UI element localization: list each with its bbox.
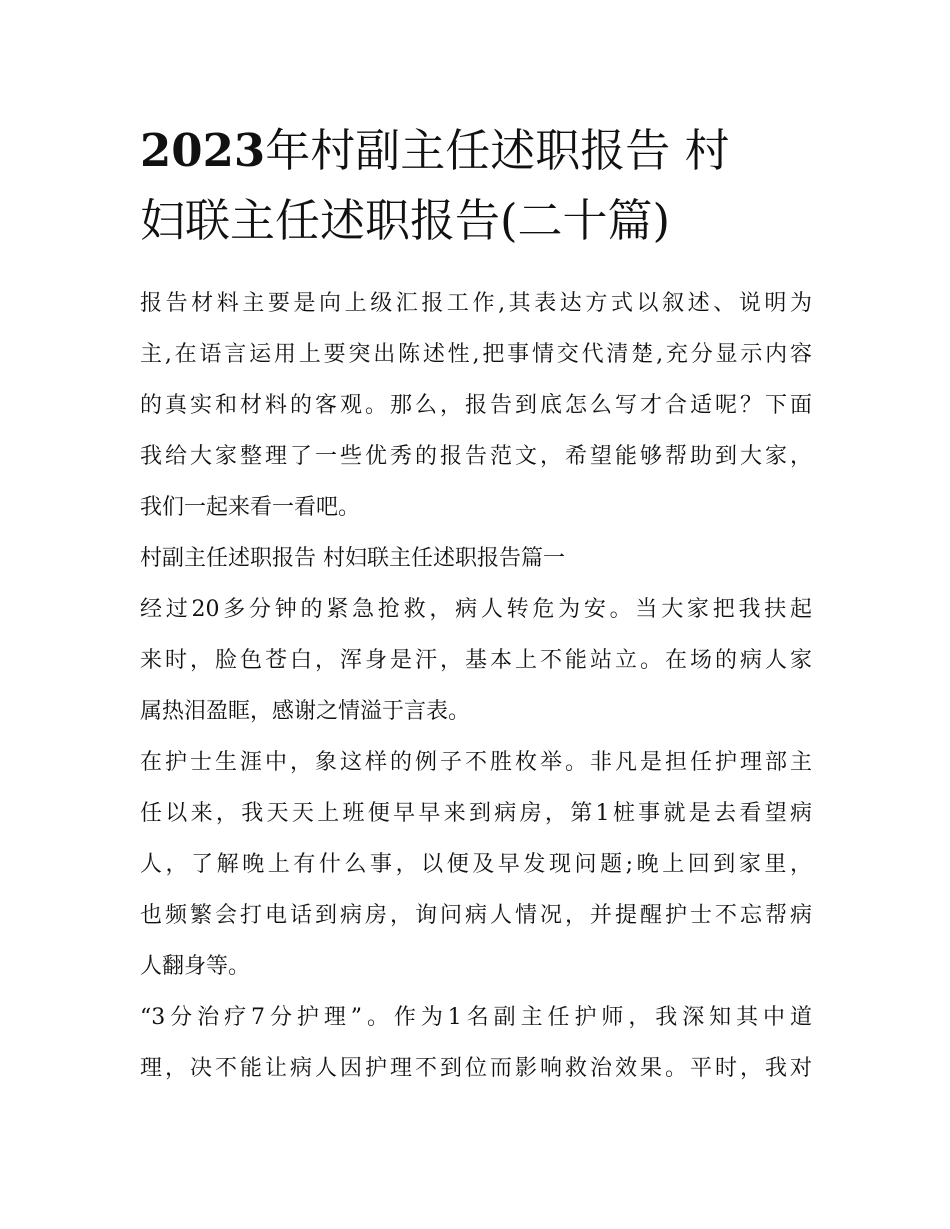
document-title [140,116,812,256]
text-line: 主,在语言运用上要突出陈述性,把事情交代清楚,充分显示内容 [140,342,812,367]
text-line: 报告材料主要是向上级汇报工作,其表达方式以叙述、说明为 [140,291,812,316]
text-line: 村副主任述职报告 村妇联主任述职报告篇一 [140,546,565,571]
text-line: 经过20多分钟的紧急抢救，病人转危为安。当大家把我扶起 [140,597,812,622]
text-line: 的真实和材料的客观。那么，报告到底怎么写才合适呢？下面 [140,393,812,418]
title-year: 2023 [140,124,266,177]
document-body [140,278,812,1094]
text-line: “3分治疗7分护理”。作为1名副主任护师，我深知其中道 [140,1005,812,1030]
text-line: 也频繁会打电话到病房，询问病人情况，并提醒护士不忘帮病 [140,903,812,928]
text-line: 理，决不能让病人因护理不到位而影响救治效果。平时，我对 [140,1056,812,1081]
text-line: 属热泪盈眶，感谢之情溢于言表。 [140,699,471,724]
title-line1-rest: 年村副主任述职报告 村 [265,124,730,177]
text-line: 人，了解晚上有什么事，以便及早发现问题;晚上回到家里， [140,852,812,877]
text-line: 我给大家整理了一些优秀的报告范文，希望能够帮助到大家， [140,444,812,469]
text-line: 我们一起来看一看吧。 [140,495,361,520]
text-line: 来时，脸色苍白，浑身是汗，基本上不能站立。在场的病人家 [140,648,812,673]
title-line2: 妇联主任述职报告(二十篇) [140,194,671,247]
text-line: 人翻身等。 [140,954,251,979]
text-line: 任以来，我天天上班便早早来到病房，第1桩事就是去看望病 [140,801,812,826]
text-line: 在护士生涯中，象这样的例子不胜枚举。非凡是担任护理部主 [140,750,812,775]
